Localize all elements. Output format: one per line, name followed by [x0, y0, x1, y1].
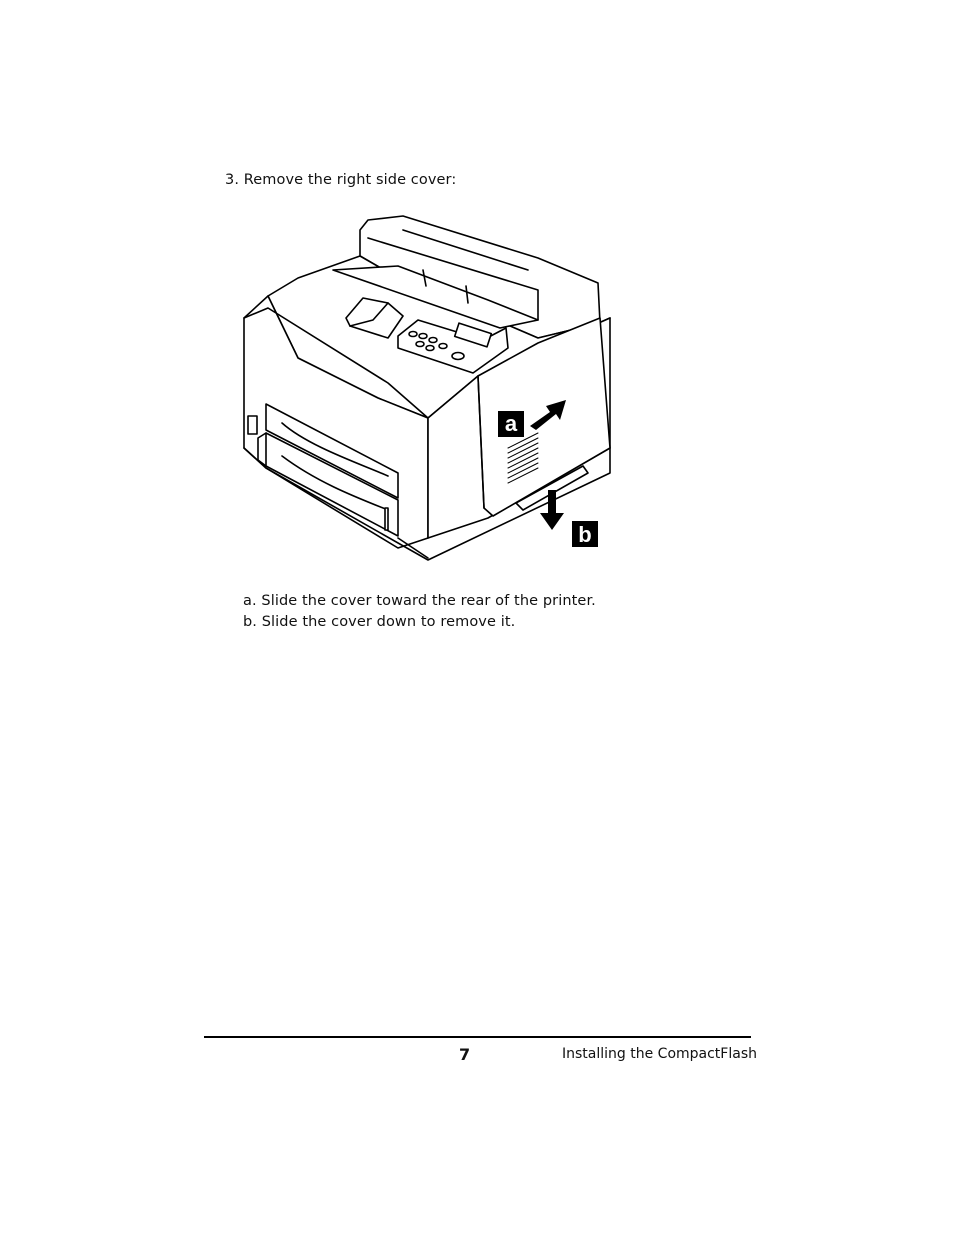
page-number: 7 — [459, 1045, 471, 1064]
svg-text:b: b — [578, 522, 592, 547]
section-title: Installing the CompactFlash — [562, 1046, 757, 1062]
printer-illustration — [238, 208, 618, 570]
label-a-badge — [498, 411, 524, 437]
step-instruction: 3. Remove the right side cover: — [225, 172, 457, 188]
footer-rule — [204, 1036, 751, 1038]
printer-drawing — [238, 208, 618, 570]
svg-text:a: a — [504, 411, 518, 436]
substep-a: a. Slide the cover toward the rear of the printer. — [243, 593, 596, 609]
substep-b: b. Slide the cover down to remove it. — [243, 614, 516, 630]
power-switch-icon — [248, 416, 257, 434]
label-b-badge — [572, 521, 598, 547]
